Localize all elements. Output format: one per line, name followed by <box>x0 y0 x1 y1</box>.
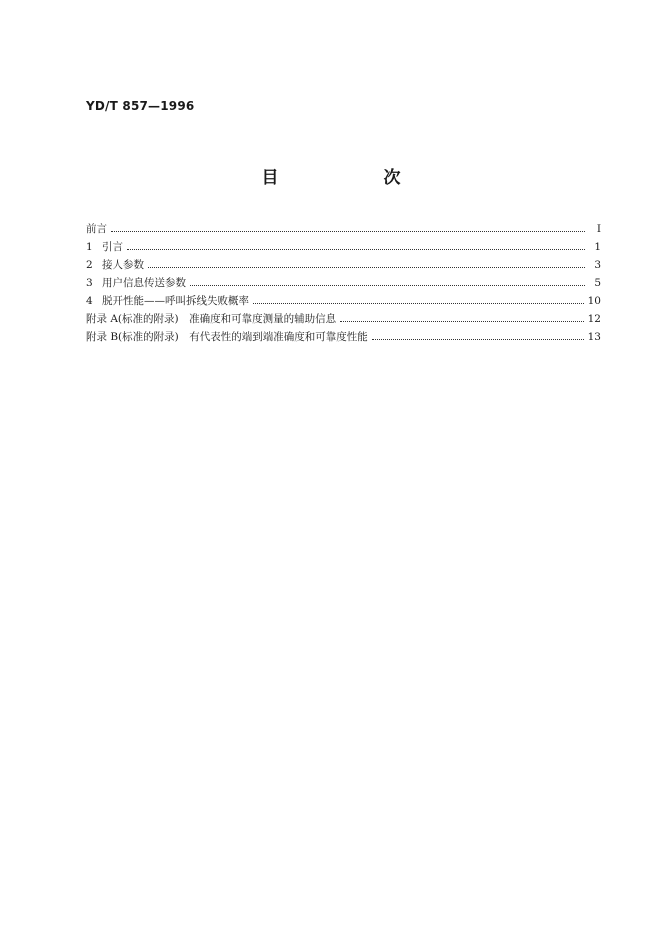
toc-entry-label: 引言 <box>102 241 123 253</box>
toc-entry-4[interactable] <box>86 292 601 310</box>
toc-entry-foreword[interactable] <box>86 220 601 238</box>
toc-entry-2[interactable] <box>86 256 601 274</box>
toc-entry-1[interactable] <box>86 238 601 256</box>
toc-entry-label: 脱开性能——呼叫拆线失败概率 <box>102 295 249 307</box>
toc-page-number: 12 <box>587 313 601 325</box>
toc-entry-label: 附录 B(标准的附录) 有代表性的端到端准确度和可靠度性能 <box>86 331 368 343</box>
toc-leader-dots <box>190 284 585 286</box>
toc-leader-dots <box>127 248 585 250</box>
toc-title: 目 次 <box>261 168 445 188</box>
toc-page-number: 1 <box>594 241 601 253</box>
toc-entry-label: 附录 A(标准的附录) 准确度和可靠度测量的辅助信息 <box>86 313 337 325</box>
table-of-contents <box>86 220 601 346</box>
document-code: YD/T 857—1996 <box>86 99 195 113</box>
toc-page-number: 3 <box>594 259 601 271</box>
toc-section-number: 4 <box>86 295 93 307</box>
toc-leader-dots <box>372 338 584 340</box>
toc-entry-label: 前言 <box>86 223 107 235</box>
toc-page-number: 10 <box>587 295 601 307</box>
toc-leader-dots <box>253 302 584 304</box>
toc-section-number: 1 <box>86 241 93 253</box>
toc-entry-appendix-b[interactable] <box>86 328 601 346</box>
toc-page-number: 13 <box>587 331 601 343</box>
toc-page-number: 5 <box>594 277 601 289</box>
toc-leader-dots <box>340 320 584 322</box>
toc-section-number: 2 <box>86 259 93 271</box>
toc-entry-3[interactable] <box>86 274 601 292</box>
toc-entry-label: 用户信息传送参数 <box>102 277 186 289</box>
toc-entry-label: 接人参数 <box>102 259 144 271</box>
toc-leader-dots <box>111 230 585 232</box>
toc-leader-dots <box>148 266 585 268</box>
toc-entry-appendix-a[interactable] <box>86 310 601 328</box>
toc-page-number: I <box>596 223 601 235</box>
toc-section-number: 3 <box>86 277 93 289</box>
